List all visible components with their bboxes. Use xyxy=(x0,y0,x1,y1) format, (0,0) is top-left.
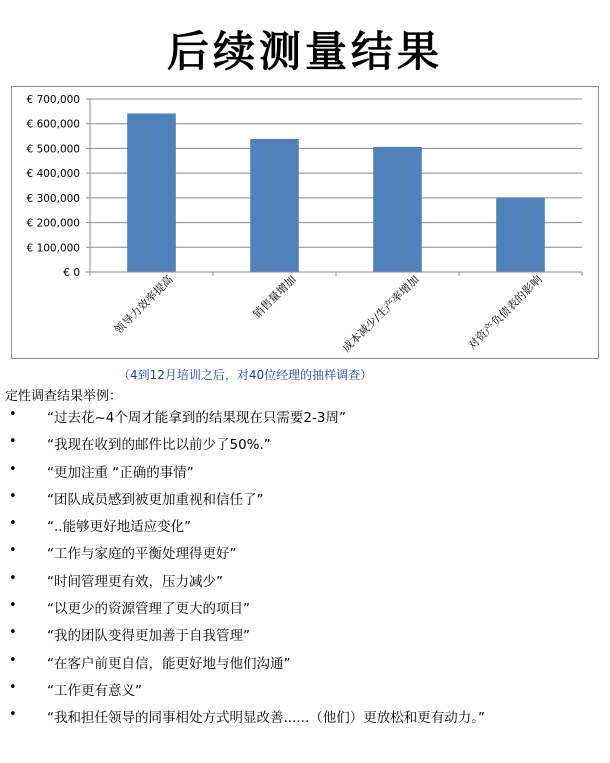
section-heading: 定性调查结果举例： xyxy=(5,389,123,404)
y-tick-label: € 200,000 xyxy=(26,217,80,230)
bullet-icon: • xyxy=(9,679,17,695)
bar xyxy=(497,198,545,272)
y-tick-label: € 100,000 xyxy=(26,242,80,255)
y-tick-label: € 500,000 xyxy=(26,143,80,156)
quote-text: “我和担任领导的同事相处方式明显改善......（他们）更放松和更有动力。” xyxy=(47,710,485,727)
quote-text: “以更少的资源管理了更大的项目” xyxy=(47,601,250,618)
quote-text: “我的团队变得更加善于自我管理” xyxy=(47,628,250,645)
bullet-icon: • xyxy=(9,625,17,641)
bullet-icon: • xyxy=(9,598,17,614)
bullet-icon: • xyxy=(9,652,17,668)
bullet-icon: • xyxy=(9,407,17,422)
bar xyxy=(374,147,422,272)
bullet-icon: • xyxy=(9,516,17,532)
bar xyxy=(251,139,299,272)
x-tick-label: 销售量增加 xyxy=(250,272,299,322)
page-title: 后续测量结果 xyxy=(166,27,443,76)
quote-text: “工作更有意义” xyxy=(47,682,142,699)
quote-text: “在客户前更自信，能更好地与他们沟通” xyxy=(47,655,291,672)
quote-text: “..能够更好地适应变化” xyxy=(47,519,192,536)
y-tick-label: € 400,000 xyxy=(26,168,80,181)
y-tick-label: € 600,000 xyxy=(26,118,80,131)
x-tick-label: 领导力效率提高 xyxy=(111,272,176,337)
bullet-icon: • xyxy=(9,461,17,477)
x-tick-label: 成本减少/生产率增加 xyxy=(339,272,422,355)
bar-chart xyxy=(11,86,599,359)
bar xyxy=(128,114,176,272)
quote-text: “更加注重 “正确的事情” xyxy=(47,464,194,481)
quote-text: “工作与家庭的平衡处理得更好” xyxy=(47,546,237,563)
y-tick-label: € 700,000 xyxy=(26,94,80,106)
x-tick-label: 对资产负债表的影响 xyxy=(465,272,545,353)
quote-text: “团队成员感到被更加重视和信任了” xyxy=(47,491,264,508)
bullet-icon: • xyxy=(9,434,17,450)
quote-text: “过去花~4个周才能拿到的结果现在只需要2-3周” xyxy=(47,410,346,426)
y-tick-label: € 0 xyxy=(63,267,80,279)
chart-caption: （4到12月培训之后，对40位经理的抽样调查） xyxy=(118,368,373,382)
y-tick-label: € 300,000 xyxy=(26,192,80,205)
chart-canvas xyxy=(12,87,598,358)
bullet-icon: • xyxy=(9,707,17,723)
quote-text: “时间管理更有效，压力减少” xyxy=(47,573,223,590)
bullet-icon: • xyxy=(9,488,17,504)
bullet-icon: • xyxy=(9,543,17,559)
bullet-icon: • xyxy=(9,570,17,586)
quote-text: “我现在收到的邮件比以前少了50%.” xyxy=(47,437,271,454)
